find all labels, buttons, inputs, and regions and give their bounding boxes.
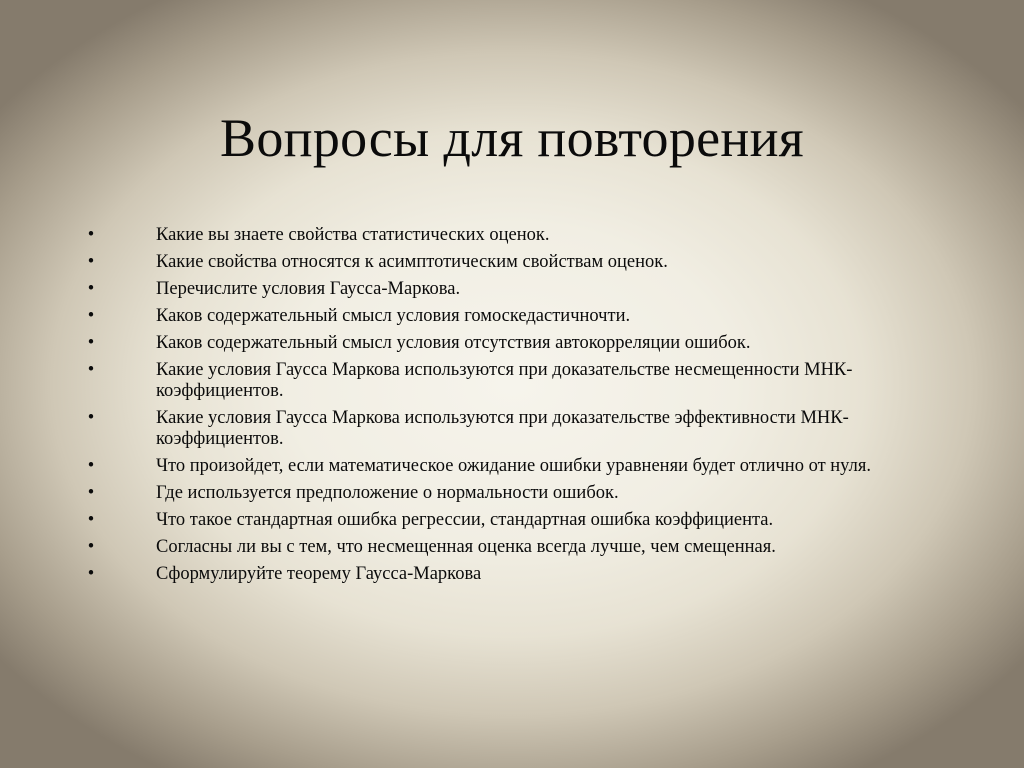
bullet-icon: •	[87, 483, 95, 503]
list-item	[84, 408, 964, 450]
bullet-icon: •	[87, 456, 95, 476]
bullet-icon: •	[87, 408, 95, 428]
list-item	[84, 279, 964, 300]
list-item-text: Сформулируйте теорему Гаусса-Маркова	[156, 564, 482, 584]
list-item-text: Каков содержательный смысл условия гомоскедастичночти.	[156, 306, 631, 326]
list-item-text: Перечислите условия Гаусса-Маркова.	[156, 279, 461, 299]
list-item	[84, 225, 964, 246]
list-item-text: Каков содержательный смысл условия отсутствия автокорреляции ошибок.	[156, 333, 751, 353]
list-item	[84, 252, 964, 273]
list-item	[84, 360, 964, 402]
list-item	[84, 456, 964, 477]
bullet-icon: •	[87, 510, 95, 530]
list-item-text: Какие условия Гаусса Маркова используются при доказательстве эффективности МНК-коэффициентов.	[156, 408, 849, 449]
list-item-text: Что произойдет, если математическое ожидание ошибки уравненяи будет отлично от нуля.	[156, 456, 871, 476]
list-item	[84, 483, 964, 504]
list-item-text: Согласны ли вы с тем, что несмещенная оценка всегда лучше, чем смещенная.	[156, 537, 776, 557]
slide-title: Вопросы для повторения	[220, 108, 804, 168]
bullet-icon: •	[87, 333, 95, 353]
list-item	[84, 537, 964, 558]
bullet-icon: •	[87, 279, 95, 299]
list-item-text: Что такое стандартная ошибка регрессии, стандартная ошибка коэффициента.	[156, 510, 774, 530]
list-item-text: Где используется предположение о нормальности ошибок.	[156, 483, 619, 503]
list-item	[84, 333, 964, 354]
list-item-text: Какие свойства относятся к асимптотическим свойствам оценок.	[156, 252, 668, 272]
list-item	[84, 306, 964, 327]
bullet-icon: •	[87, 252, 95, 272]
list-item-text: Какие условия Гаусса Маркова используются при доказательстве несмещенности МНК-коэффициентов.	[156, 360, 853, 401]
bullet-icon: •	[87, 306, 95, 326]
bullet-icon: •	[87, 360, 95, 380]
list-item	[84, 564, 964, 585]
bullet-icon: •	[87, 564, 95, 584]
list-item-text: Какие вы знаете свойства статистических оценок.	[156, 225, 550, 245]
bullet-icon: •	[87, 225, 95, 245]
question-list	[84, 225, 964, 591]
list-item	[84, 510, 964, 531]
bullet-icon: •	[87, 537, 95, 557]
